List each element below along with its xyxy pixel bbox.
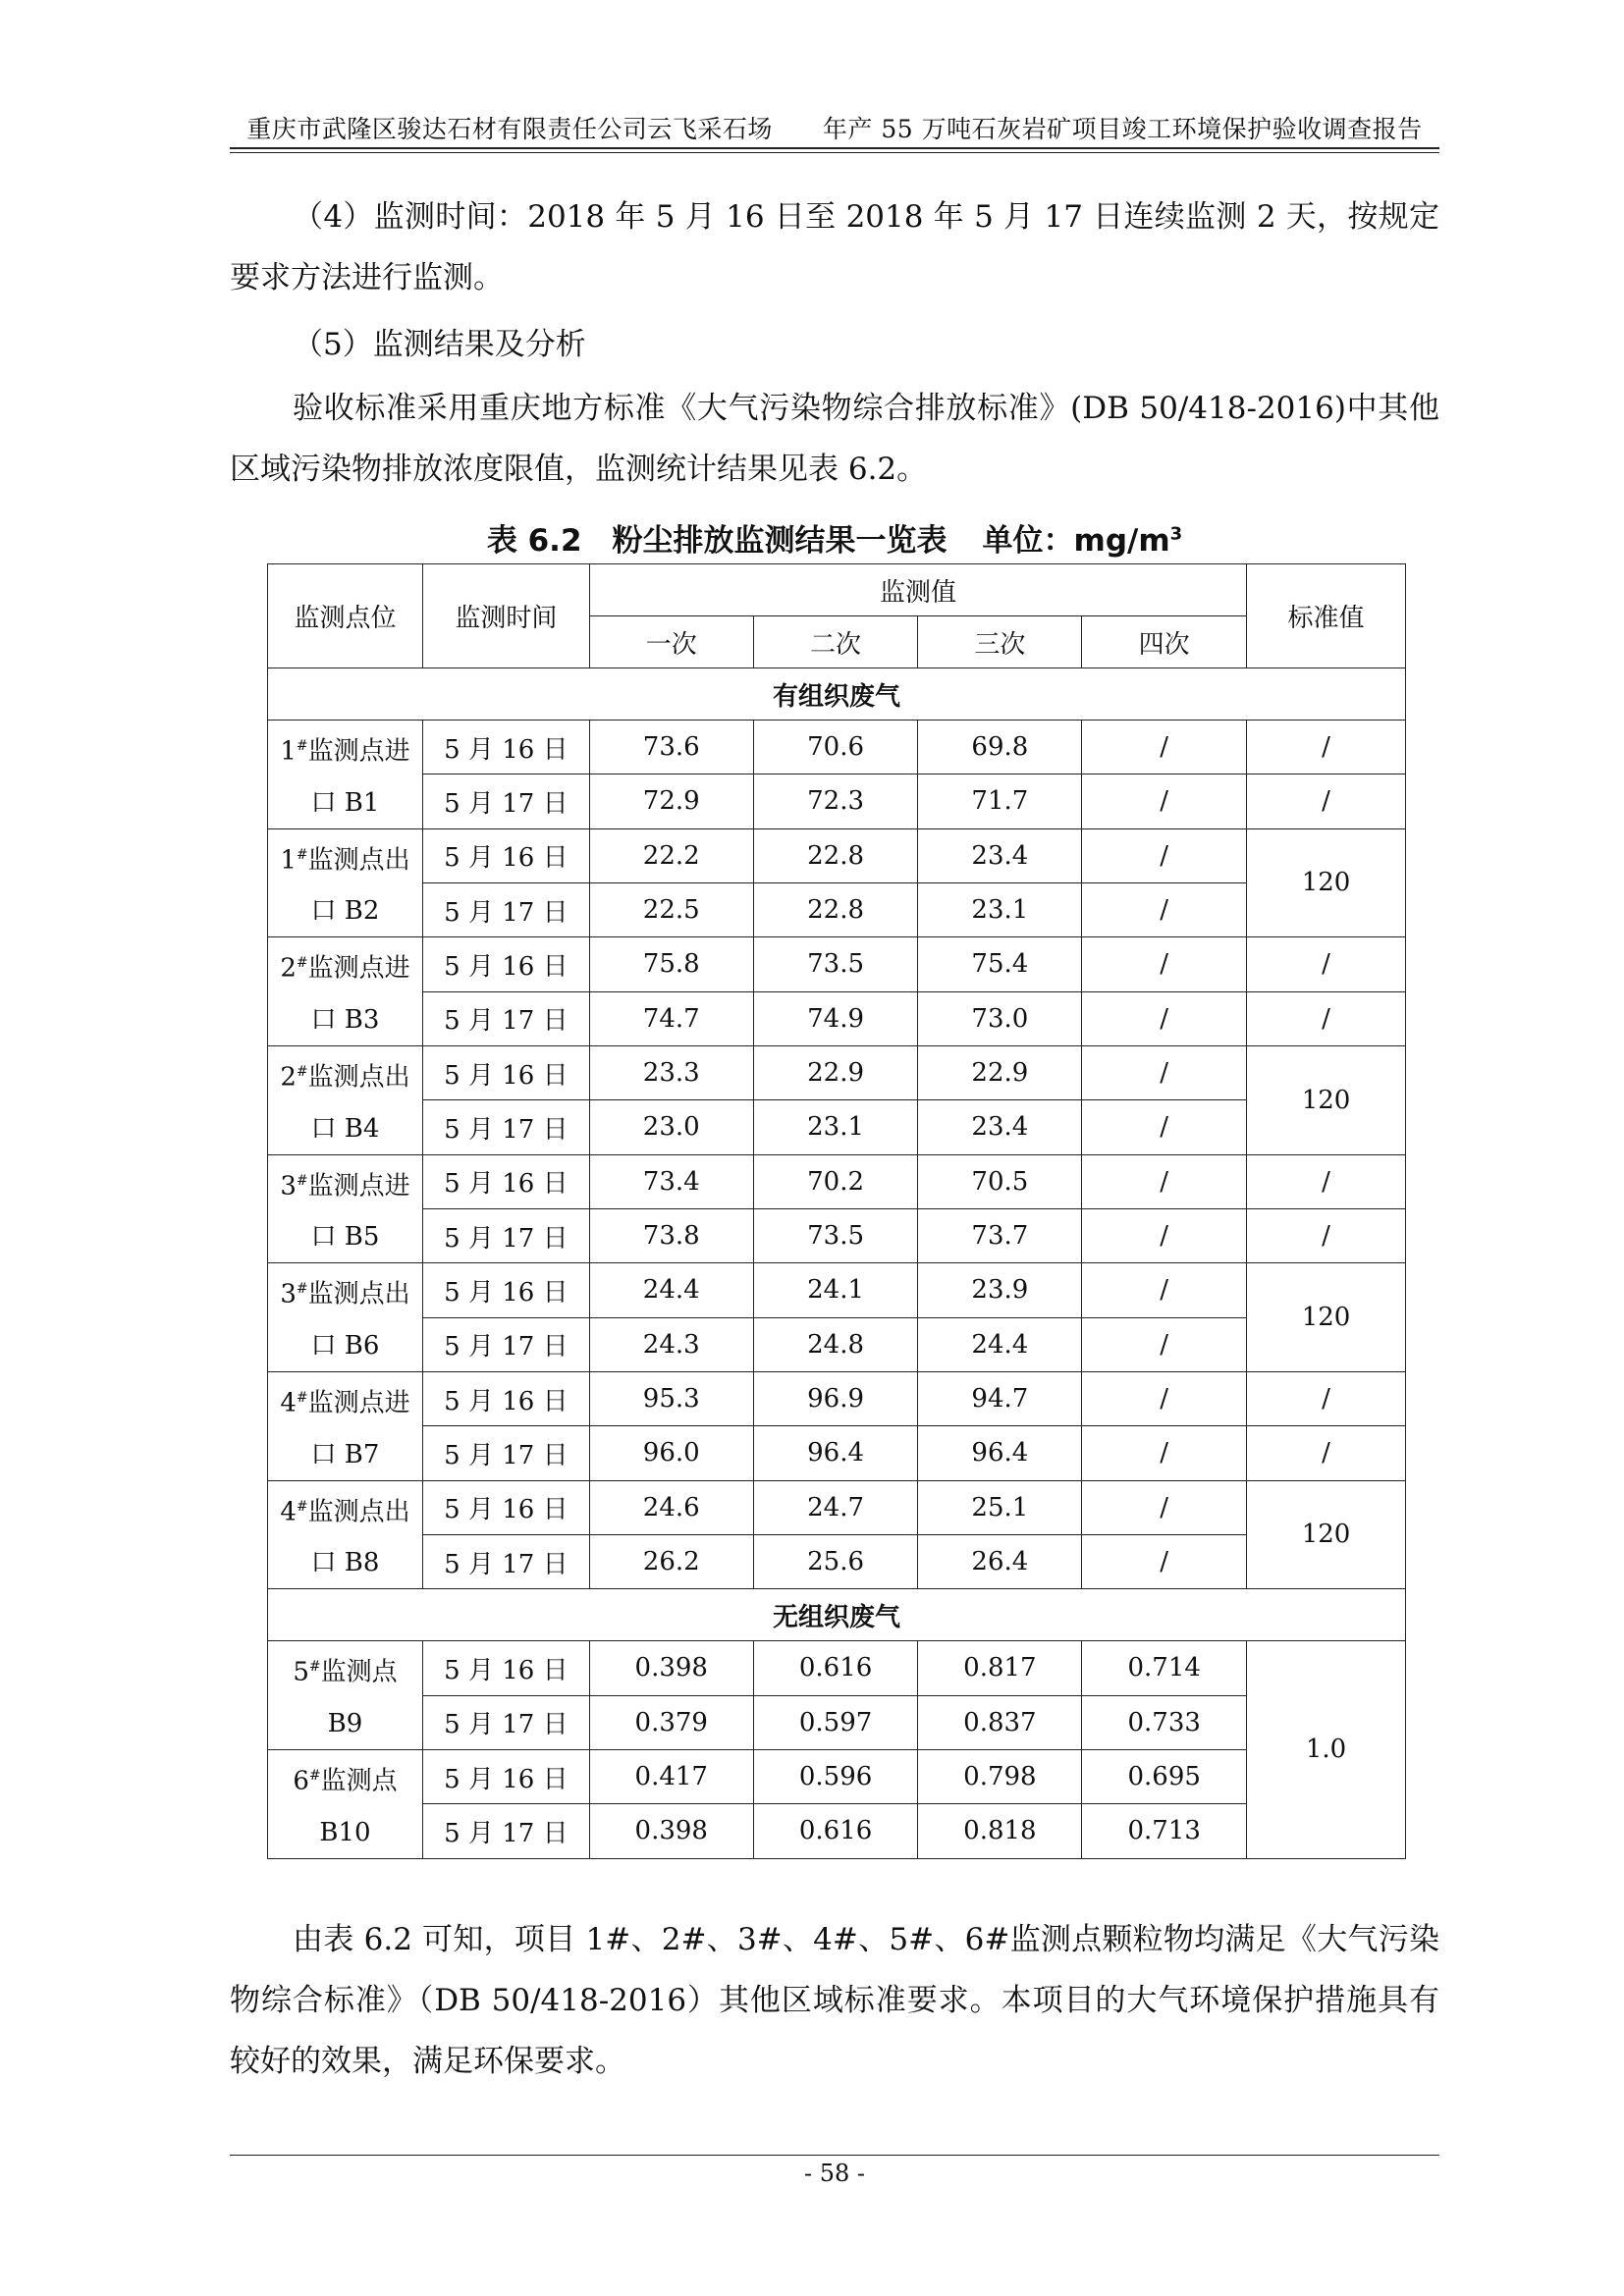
cell-standard: / [1247, 1426, 1406, 1480]
cell-value-1: 95.3 [589, 1371, 753, 1425]
monitoring-point [268, 1749, 423, 1858]
paragraph-standard: 验收标准采用重庆地方标准《大气污染物综合排放标准》(DB 50/418-2016)中其他区域污染物排放浓度限值，监测统计结果见表 6.2。 [230, 391, 1439, 487]
cell-value-2: 24.1 [753, 1263, 918, 1317]
cell-value-1: 96.0 [589, 1426, 753, 1480]
point-number: 4 [280, 1497, 297, 1527]
table-row [268, 1749, 1406, 1803]
monitoring-point-line1 [268, 1155, 422, 1212]
cell-value-3: 73.0 [918, 991, 1082, 1045]
monitoring-point-line2: 口 B5 [310, 1222, 380, 1253]
header-rule [230, 147, 1439, 149]
table-caption-unit-sup: 3 [1169, 523, 1183, 545]
cell-value-3: 94.7 [918, 1371, 1082, 1425]
cell-value-3: 23.4 [918, 1100, 1082, 1154]
cell-value-1: 75.8 [589, 937, 753, 991]
cell-value-3: 23.9 [918, 1263, 1082, 1317]
cell-value-3: 71.7 [918, 774, 1082, 828]
cell-value-3: 69.8 [918, 721, 1082, 774]
point-number: 1 [280, 736, 297, 767]
cell-time: 5 月 16 日 [422, 721, 589, 774]
cell-value-2: 70.6 [753, 721, 918, 774]
cell-value-1: 24.6 [589, 1480, 753, 1534]
cell-value-3: 23.1 [918, 882, 1082, 936]
cell-value-2: 73.5 [753, 1208, 918, 1262]
table-row [268, 1154, 1406, 1208]
cell-value-3: 0.837 [918, 1695, 1082, 1749]
cell-value-2: 22.9 [753, 1045, 918, 1099]
point-number: 2 [280, 953, 297, 984]
cell-value-2: 0.616 [753, 1804, 918, 1858]
cell-time: 5 月 16 日 [422, 1641, 589, 1695]
cell-standard: 120 [1247, 1480, 1406, 1589]
table-row [268, 1534, 1406, 1588]
cell-value-1: 0.398 [589, 1804, 753, 1858]
point-number-sup: # [296, 1063, 308, 1080]
monitoring-point-line1 [268, 1046, 422, 1103]
header-third: 三次 [918, 616, 1082, 668]
cell-time: 5 月 16 日 [422, 828, 589, 882]
cell-time: 5 月 16 日 [422, 1480, 589, 1534]
cell-value-2: 0.597 [753, 1695, 918, 1749]
point-number: 5 [293, 1657, 309, 1687]
cell-standard: 120 [1247, 1045, 1406, 1154]
cell-value-2: 22.8 [753, 828, 918, 882]
monitoring-point [268, 1371, 423, 1480]
cell-standard: / [1247, 937, 1406, 991]
cell-value-1: 0.379 [589, 1695, 753, 1749]
monitoring-point [268, 1045, 423, 1154]
point-number-sup: # [296, 955, 308, 972]
point-label: 监测点 [320, 1657, 398, 1687]
point-label: 监测点进 [307, 953, 410, 984]
cell-time: 5 月 16 日 [422, 1154, 589, 1208]
cell-value-3: 26.4 [918, 1534, 1082, 1588]
point-label: 监测点进 [307, 1388, 410, 1418]
point-label: 监测点进 [307, 1171, 410, 1201]
cell-value-4: / [1082, 721, 1247, 774]
point-number: 1 [280, 845, 297, 876]
page-number: - 58 - [803, 2160, 865, 2187]
table-row [268, 1263, 1406, 1317]
point-number-sup: # [308, 1767, 321, 1784]
table-row [268, 1100, 1406, 1154]
table-row [268, 1695, 1406, 1749]
cell-value-2: 24.7 [753, 1480, 918, 1534]
paragraph-results-heading: （5）监测结果及分析 [293, 327, 586, 362]
cell-value-4: / [1082, 1263, 1247, 1317]
cell-value-3: 75.4 [918, 937, 1082, 991]
monitoring-point [268, 721, 423, 829]
cell-time: 5 月 16 日 [422, 1045, 589, 1099]
cell-value-3: 70.5 [918, 1154, 1082, 1208]
cell-time: 5 月 17 日 [422, 1208, 589, 1262]
cell-value-4: / [1082, 1317, 1247, 1371]
cell-value-3: 0.818 [918, 1804, 1082, 1858]
table-row [268, 937, 1406, 991]
monitoring-point-line2: 口 B3 [310, 1004, 380, 1035]
cell-value-1: 0.398 [589, 1641, 753, 1695]
cell-value-4: / [1082, 828, 1247, 882]
table-row [268, 1426, 1406, 1480]
cell-time: 5 月 16 日 [422, 937, 589, 991]
cell-standard: / [1247, 1154, 1406, 1208]
monitoring-point-line2: 口 B8 [310, 1548, 380, 1578]
cell-value-1: 74.7 [589, 991, 753, 1045]
cell-value-2: 96.4 [753, 1426, 918, 1480]
header-standard: 标准值 [1247, 564, 1406, 668]
monitoring-point-line1 [268, 1750, 422, 1807]
point-number-sup: # [296, 846, 308, 863]
header-first: 一次 [589, 616, 753, 668]
cell-standard: 120 [1247, 828, 1406, 937]
table-caption-title: 表 6.2 粉尘排放监测结果一览表 [486, 523, 947, 559]
section-organized: 有组织废气 [268, 668, 1406, 721]
point-number-sup: # [296, 1172, 308, 1189]
cell-value-2: 70.2 [753, 1154, 918, 1208]
cell-value-3: 25.1 [918, 1480, 1082, 1534]
paragraph-conclusion: 由表 6.2 可知，项目 1#、2#、3#、4#、5#、6#监测点颗粒物均满足《大气污染物综合标准》（DB 50/418-2016）其他区域标准要求。本项目的大气环境保护措施具有较好的效果，满足环保要求。 [230, 1922, 1439, 2079]
section-unorganized: 无组织废气 [268, 1589, 1406, 1641]
cell-value-2: 73.5 [753, 937, 918, 991]
cell-time: 5 月 16 日 [422, 1371, 589, 1425]
cell-time: 5 月 17 日 [422, 1534, 589, 1588]
cell-time: 5 月 17 日 [422, 1804, 589, 1858]
point-number: 6 [293, 1766, 309, 1796]
cell-value-1: 26.2 [589, 1534, 753, 1588]
table-row [268, 1480, 1406, 1534]
point-number-sup: # [296, 1281, 308, 1298]
running-header: 重庆市武隆区骏达石材有限责任公司云飞采石场 年产 55 万吨石灰岩矿项目竣工环境保护验收调查报告 [246, 115, 1423, 143]
table-caption-unit: 单位：mg/m [982, 523, 1170, 559]
point-number: 3 [280, 1279, 297, 1309]
cell-value-4: 0.733 [1082, 1695, 1247, 1749]
cell-value-3: 96.4 [918, 1426, 1082, 1480]
cell-time: 5 月 16 日 [422, 1749, 589, 1803]
cell-time: 5 月 17 日 [422, 774, 589, 828]
table-row [268, 1371, 1406, 1425]
table-row [268, 1317, 1406, 1371]
monitoring-point-line2: 口 B4 [310, 1113, 380, 1144]
cell-time: 5 月 17 日 [422, 882, 589, 936]
table-row [268, 774, 1406, 828]
table-row [268, 1641, 1406, 1695]
cell-time: 5 月 17 日 [422, 1695, 589, 1749]
cell-value-2: 23.1 [753, 1100, 918, 1154]
monitoring-point [268, 1480, 423, 1589]
cell-time: 5 月 17 日 [422, 1426, 589, 1480]
table-row [268, 1208, 1406, 1262]
cell-standard: / [1247, 1371, 1406, 1425]
cell-standard: 120 [1247, 1263, 1406, 1372]
point-number: 2 [280, 1062, 297, 1093]
cell-value-4: / [1082, 1371, 1247, 1425]
cell-value-1: 73.4 [589, 1154, 753, 1208]
monitoring-point-line1 [268, 1263, 422, 1320]
cell-value-1: 24.3 [589, 1317, 753, 1371]
cell-value-4: / [1082, 1208, 1247, 1262]
table-row [268, 721, 1406, 774]
cell-value-4: / [1082, 1534, 1247, 1588]
cell-value-1: 24.4 [589, 1263, 753, 1317]
table-caption [230, 515, 1439, 560]
monitoring-point-line2: 口 B1 [310, 787, 380, 818]
cell-value-1: 22.2 [589, 828, 753, 882]
cell-value-2: 74.9 [753, 991, 918, 1045]
cell-standard: / [1247, 721, 1406, 774]
table-row [268, 991, 1406, 1045]
monitoring-point-line1 [268, 937, 422, 994]
cell-value-4: / [1082, 1426, 1247, 1480]
point-label: 监测点出 [307, 845, 410, 876]
monitoring-point-line1 [268, 829, 422, 886]
section-row [268, 1589, 1406, 1641]
cell-value-2: 0.616 [753, 1641, 918, 1695]
header-rule-thin [230, 152, 1439, 153]
point-label: 监测点出 [307, 1062, 410, 1093]
cell-value-4: / [1082, 774, 1247, 828]
point-number: 4 [280, 1388, 297, 1418]
cell-time: 5 月 17 日 [422, 991, 589, 1045]
cell-standard: / [1247, 774, 1406, 828]
point-number: 3 [280, 1171, 297, 1201]
table-row [268, 882, 1406, 936]
cell-value-4: 0.714 [1082, 1641, 1247, 1695]
cell-value-3: 24.4 [918, 1317, 1082, 1371]
table-row [268, 828, 1406, 882]
cell-value-3: 22.9 [918, 1045, 1082, 1099]
cell-time: 5 月 17 日 [422, 1317, 589, 1371]
monitoring-point-line1 [268, 1641, 422, 1698]
cell-value-2: 22.8 [753, 882, 918, 936]
monitoring-point [268, 828, 423, 937]
monitoring-point [268, 1641, 423, 1750]
cell-standard: / [1247, 991, 1406, 1045]
cell-value-4: / [1082, 937, 1247, 991]
monitoring-point-line1 [268, 1372, 422, 1429]
monitoring-point-line2: B10 [319, 1817, 371, 1847]
cell-standard: 1.0 [1247, 1641, 1406, 1858]
point-label: 监测点出 [307, 1497, 410, 1527]
cell-value-4: 0.695 [1082, 1749, 1247, 1803]
point-label: 监测点 [320, 1766, 398, 1796]
cell-value-4: / [1082, 1154, 1247, 1208]
monitoring-point-line2: 口 B2 [310, 896, 380, 927]
header-fourth: 四次 [1082, 616, 1247, 668]
cell-value-1: 23.3 [589, 1045, 753, 1099]
cell-value-1: 72.9 [589, 774, 753, 828]
footer-rule [230, 2155, 1439, 2156]
point-number-sup: # [296, 1389, 308, 1406]
cell-value-4: / [1082, 1045, 1247, 1099]
cell-value-2: 96.9 [753, 1371, 918, 1425]
cell-value-3: 23.4 [918, 828, 1082, 882]
cell-standard: / [1247, 1208, 1406, 1262]
point-number-sup: # [296, 738, 308, 754]
cell-value-1: 73.8 [589, 1208, 753, 1262]
table-row [268, 1045, 1406, 1099]
cell-value-3: 0.798 [918, 1749, 1082, 1803]
header-time: 监测时间 [422, 564, 589, 668]
monitoring-point-line2: B9 [327, 1708, 363, 1738]
cell-value-2: 72.3 [753, 774, 918, 828]
cell-value-2: 0.596 [753, 1749, 918, 1803]
monitoring-point-line1 [268, 1481, 422, 1538]
monitoring-point [268, 1263, 423, 1372]
cell-value-2: 24.8 [753, 1317, 918, 1371]
monitoring-point-line2: 口 B6 [310, 1330, 380, 1361]
point-number-sup: # [308, 1659, 321, 1676]
cell-time: 5 月 16 日 [422, 1263, 589, 1317]
header-point: 监测点位 [268, 564, 423, 668]
table-row [268, 1804, 1406, 1858]
cell-value-2: 25.6 [753, 1534, 918, 1588]
cell-value-4: / [1082, 1480, 1247, 1534]
monitoring-point [268, 1154, 423, 1263]
monitoring-point [268, 937, 423, 1046]
point-label: 监测点进 [307, 736, 410, 767]
cell-time: 5 月 17 日 [422, 1100, 589, 1154]
cell-value-1: 73.6 [589, 721, 753, 774]
point-label: 监测点出 [307, 1279, 410, 1309]
paragraph-monitoring-time: （4）监测时间：2018 年 5 月 16 日至 2018 年 5 月 17 日连续监测 2 天，按规定要求方法进行监测。 [230, 199, 1439, 295]
cell-value-3: 0.817 [918, 1641, 1082, 1695]
point-number-sup: # [296, 1498, 308, 1515]
cell-value-4: / [1082, 1100, 1247, 1154]
cell-value-1: 22.5 [589, 882, 753, 936]
cell-value-4: / [1082, 991, 1247, 1045]
cell-value-1: 23.0 [589, 1100, 753, 1154]
cell-value-1: 0.417 [589, 1749, 753, 1803]
monitoring-point-line2: 口 B7 [310, 1439, 380, 1469]
cell-value-3: 73.7 [918, 1208, 1082, 1262]
cell-value-4: 0.713 [1082, 1804, 1247, 1858]
header-second: 二次 [753, 616, 918, 668]
cell-value-4: / [1082, 882, 1247, 936]
dust-monitoring-table [267, 563, 1406, 1859]
header-value: 监测值 [589, 564, 1246, 616]
monitoring-point-line1 [268, 721, 422, 777]
